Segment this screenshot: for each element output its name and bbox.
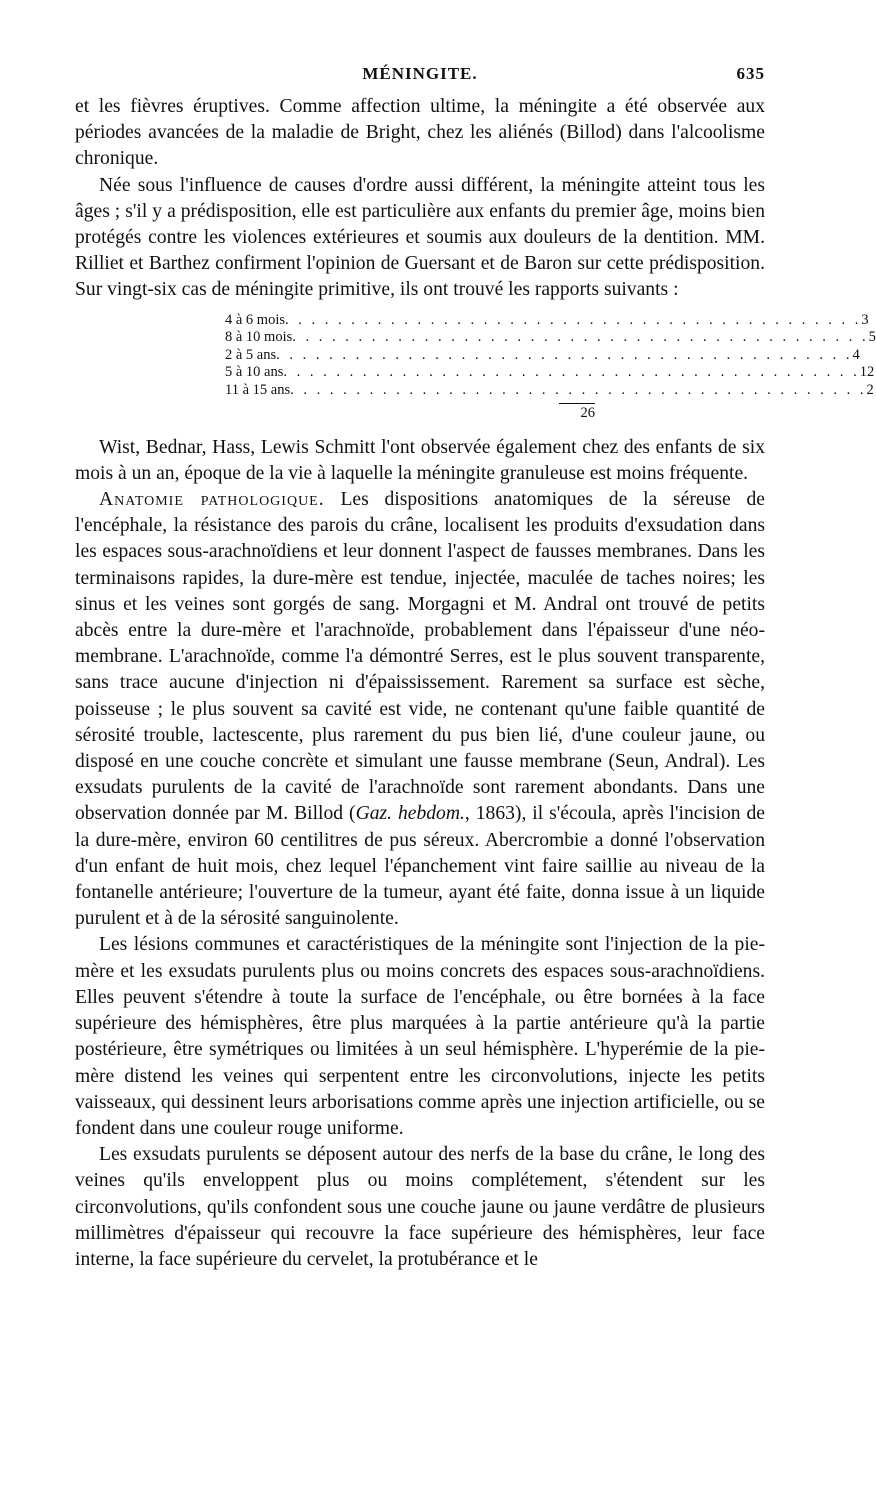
leader-dots: . . . . . . . . . . . . . . . . . . . . . . . . . . . . . . . . . . . . . . . . . . . . <box>290 381 867 398</box>
case-count: 12 <box>859 364 875 381</box>
paragraph-continuation: et les fièvres éruptives. Comme affection ultime, la méningite a été observée aux périodes avancées de la maladie de Bright, chez les aliénés (Billod) dans l'alcoolisme chronique. <box>75 96 765 170</box>
journal-citation: Gaz. hebdom. <box>355 803 465 825</box>
paragraph-text: , 1863), il s'écoula, après l'incision de la dure-mère, environ 60 centilitres de pus séreux. Abercrombie a donné l'observation d'un enfant de huit mois, chez lequel l'épanchement vint faire saillie au niveau de la fontanelle antérieure; l'ouverture de la tumeur, ayant été faite, donna issue à un liquide purulent et à de la sérosité sanguinolente. <box>75 803 765 930</box>
age-statistics-table <box>225 311 876 423</box>
table-row <box>225 311 869 330</box>
leader-dots: . . . . . . . . . . . . . . . . . . . . . . . . . . . . . . . . . . . . . . . . . . . . <box>292 329 869 346</box>
table-row <box>225 329 876 347</box>
book-page <box>75 64 876 1273</box>
age-range: 2 à 5 ans <box>225 346 277 363</box>
paragraph-other-observers: Wist, Bednar, Hass, Lewis Schmitt l'ont observée également chez des enfants de six mois à un an, époque de la vie à laquelle la méningite granuleuse est moins fréquente. <box>75 436 765 484</box>
paragraph-text: Les dispositions anatomiques de la séreuse de l'encéphale, la résistance des parois du crâne, localisent les produits d'exsudation dans les espaces sous-arachnoïdiens et leur donnent l'aspect de fausses membranes. Dans les terminaisons rapides, la dure-mère est tendue, injectée, maculée de taches noires; les sinus et les veines sont gorgés de sang. Morgagni et M. Andral ont trouvé de petits abcès entre la dure-mère et l'arachnoïde, probablement dans l'épaisseur d'une néo-membrane. L'arachnoïde, comme l'a démontré Serres, est le plus souvent transparente, sans trace aucune d'injection ni d'épaississement. Rarement sa surface est sèche, poisseuse ; le plus souvent sa cavité est vide, ne contenant qu'une faible quantité de sérosité trouble, lactescente, plus rarement du pus bien lié, d'une couleur jaune, ou disposé en une couche concrète et simulant une fausse membrane (Seun, Andral). Les exsudats purulents de la cavité de l'arachnoïde sont rarement abondants. Dans une observation donnée par M. Billod ( <box>75 489 766 825</box>
paragraph-common-lesions: Les lésions communes et caractéristiques de la méningite sont l'injection de la pie-mère et les exsudats purulents plus ou moins concrets des espaces sous-arachnoïdiens. Elles peuvent s'étendre à toute la surface de l'encéphale, ou être bornées à la face supérieure des hémisphères, être plus marquées à la partie antérieure qu'à la partie postérieure, être symétriques ou limitées à un seul hémisphère. L'hyperémie de la pie-mère distend les veines qui serpentent entre les circonvolutions, injecte les petits vaisseaux, qui dessinent leurs arborisations comme après une injection artificielle, ou se fondent dans une couleur rouge uniforme. <box>75 934 765 1139</box>
leader-dots: . . . . . . . . . . . . . . . . . . . . . . . . . . . . . . . . . . . . . . . . . . . . <box>276 346 853 363</box>
case-count: 4 <box>852 346 860 363</box>
paragraph-purulent-exudates: Les exsudats purulents se déposent autour des nerfs de la base du crâne, le long des veines qu'ils enveloppent plus ou moins complétement, s'étendent sur les circonvolutions, qu'ils confondent sous une couche jaune ou jaune verdâtre de plusieurs millimètres d'épaisseur qui recouvre la face supérieure des hémisphères, leur face interne, la face supérieure du cervelet, la protubérance et le <box>75 1144 765 1270</box>
paragraph-predisposition: Née sous l'influence de causes d'ordre aussi différent, la méningite atteint tous les âges ; s'il y a prédisposition, elle est particulière aux enfants du premier âge, moins bien protégés contre les violences extérieures et soumis aux douleurs de la dentition. MM. Rilliet et Barthez confirment l'opinion de Guersant et de Baron sur cette prédisposition. Sur vingt-six cas de méningite primitive, ils ont trouvé les rapports suivants : <box>75 174 765 301</box>
table-row <box>225 364 875 382</box>
leader-dots: . . . . . . . . . . . . . . . . . . . . . . . . . . . . . . . . . . . . . . . . . . . . <box>285 311 862 328</box>
running-title: MÉNINGITE. <box>362 64 478 83</box>
paragraph-pathological-anatomy <box>75 487 765 932</box>
table-row <box>225 381 874 400</box>
leader-dots: . . . . . . . . . . . . . . . . . . . . . . . . . . . . . . . . . . . . . . . . . . . . <box>283 364 860 381</box>
age-range: 5 à 10 ans <box>225 364 284 381</box>
case-count: 2 <box>866 381 874 398</box>
age-range: 8 à 10 mois <box>225 329 293 346</box>
case-count: 3 <box>861 311 869 328</box>
age-range: 11 à 15 ans <box>225 381 291 398</box>
age-range: 4 à 6 mois <box>225 311 286 328</box>
running-header <box>75 64 765 94</box>
table-row <box>225 346 860 365</box>
case-count: 5 <box>868 329 876 346</box>
page-number: 635 <box>736 64 765 83</box>
section-heading: Anatomie pathologique. <box>99 489 325 511</box>
total-count: 26 <box>580 405 595 422</box>
